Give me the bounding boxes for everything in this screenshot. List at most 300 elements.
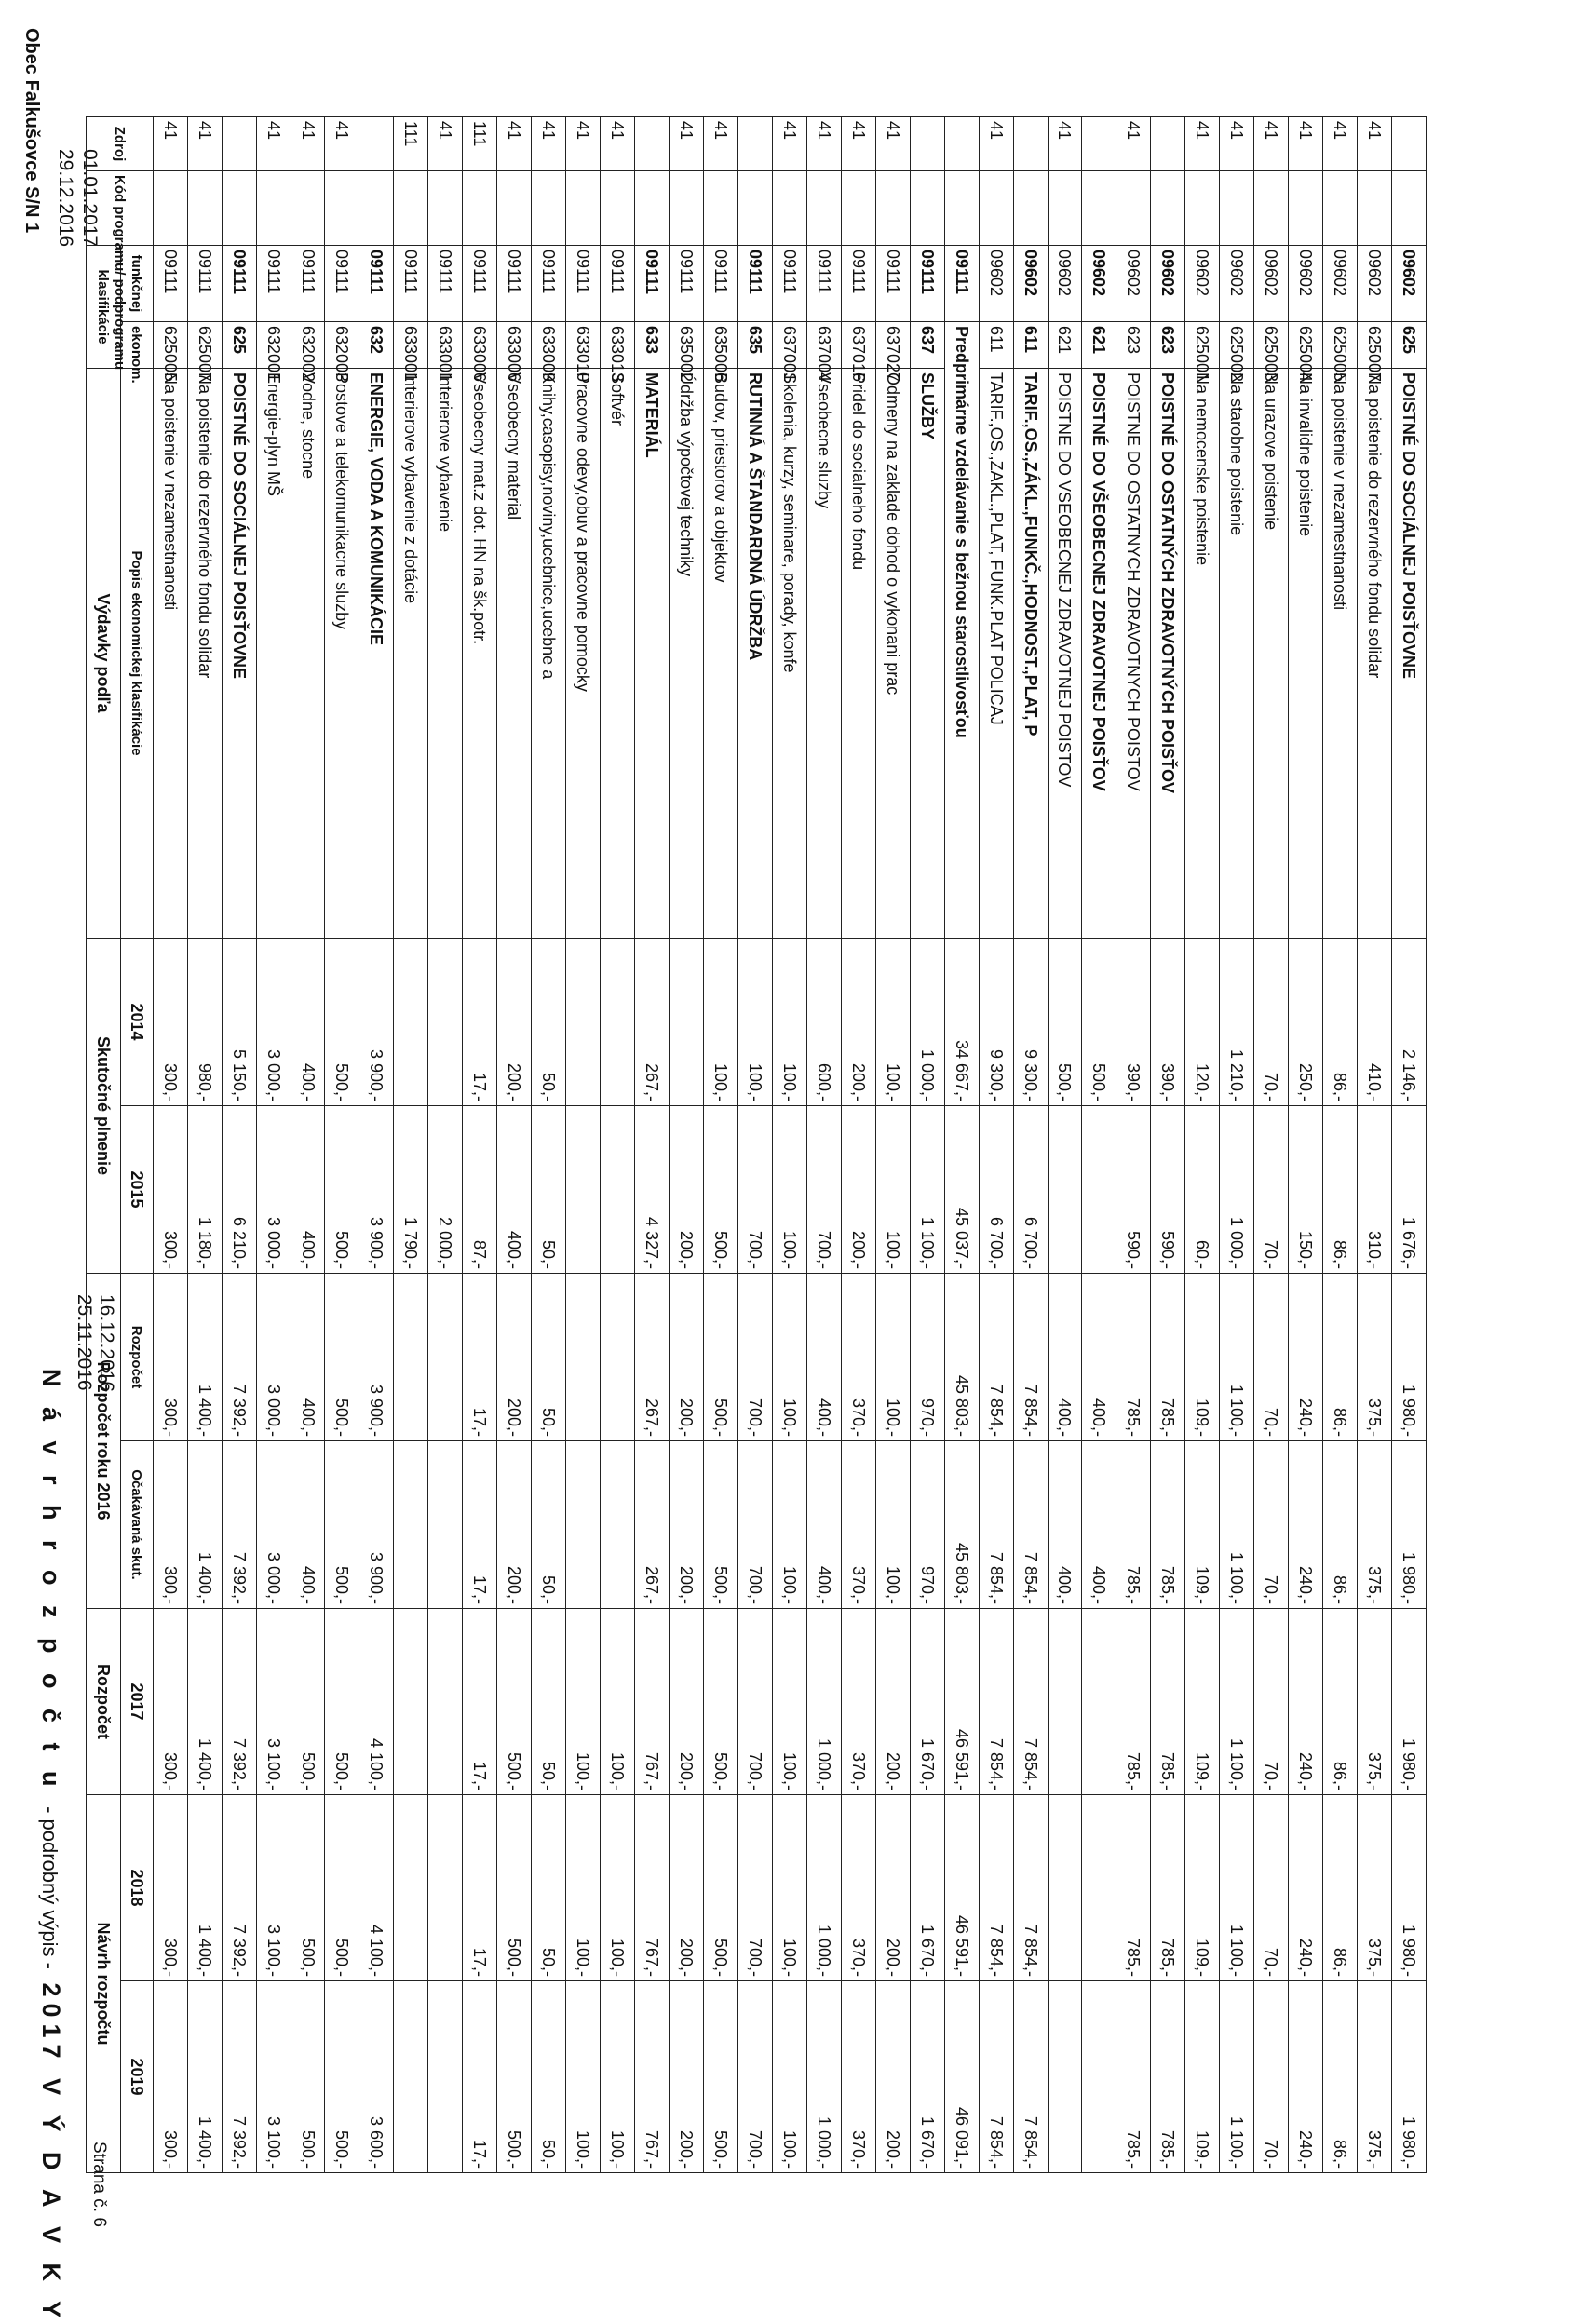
cell-value-4 xyxy=(841,1609,875,1795)
cell-funkcna-text: 09602 xyxy=(1124,250,1143,297)
cell-value-3 xyxy=(1013,1441,1048,1609)
header-zdroj xyxy=(87,117,154,171)
cell-zdroj-text: 41 xyxy=(1365,121,1385,141)
cell-value-1-text: 500,- xyxy=(710,1230,730,1269)
cell-value-5 xyxy=(635,1795,670,1981)
cell-value-5-text: 500,- xyxy=(332,1938,352,1977)
cell-value-6-text: 1 980,- xyxy=(1400,2115,1419,2169)
cell-value-5 xyxy=(532,1795,566,1981)
cell-ekonom xyxy=(566,322,601,383)
cell-kod xyxy=(979,171,1013,246)
cell-zdroj xyxy=(428,117,463,171)
cell-value-4 xyxy=(1358,1609,1392,1795)
table-row xyxy=(187,117,222,2173)
cell-value-0 xyxy=(1323,939,1358,1106)
cell-value-5 xyxy=(153,1795,187,1981)
cell-value-3-text: 45 803,- xyxy=(952,1542,971,1604)
cell-zdroj-text: 41 xyxy=(574,121,593,141)
header-vydavky xyxy=(87,369,121,939)
cell-value-6-text: 500,- xyxy=(710,2129,730,2169)
cell-value-3-text: 3 900,- xyxy=(367,1551,386,1604)
cell-value-3 xyxy=(601,1441,635,1609)
cell-funkcna-text: 09111 xyxy=(608,250,628,294)
cell-value-1 xyxy=(566,1106,601,1274)
cell-funkcna-text: 09602 xyxy=(1296,250,1316,297)
cell-value-0 xyxy=(635,939,670,1106)
cell-value-3-text: 1 100,- xyxy=(1227,1551,1247,1604)
cell-zdroj-text: 41 xyxy=(608,121,628,141)
cell-value-1 xyxy=(187,1106,222,1274)
cell-value-3 xyxy=(635,1441,670,1609)
cell-value-2-text: 200,- xyxy=(676,1398,696,1437)
cell-value-1-text: 6 700,- xyxy=(986,1216,1006,1269)
cell-zdroj xyxy=(1185,117,1220,171)
header-row-2 xyxy=(120,117,151,2173)
header-vydavky-text: Výdavky podľa xyxy=(93,593,113,713)
cell-value-3 xyxy=(875,1441,910,1609)
cell-value-4 xyxy=(187,1609,222,1795)
cell-value-1 xyxy=(291,1106,325,1274)
cell-popis-text: Pridel do socialneho fondu xyxy=(848,372,868,571)
cell-value-2-text: 300,- xyxy=(160,1398,180,1437)
cell-funkcna xyxy=(1358,246,1392,322)
cell-value-1 xyxy=(325,1106,359,1274)
cell-value-3 xyxy=(1289,1441,1323,1609)
cell-popis-text: Knihy,casopisy,noviny,ucebnice,ucebne a xyxy=(539,372,559,680)
cell-popis xyxy=(325,369,359,939)
cell-value-3-text: 109,- xyxy=(1193,1565,1212,1604)
cell-zdroj xyxy=(737,117,772,171)
cell-funkcna xyxy=(601,246,635,322)
cell-zdroj xyxy=(601,117,635,171)
cell-value-5-text: 1 400,- xyxy=(195,1924,214,1977)
cell-value-1 xyxy=(532,1106,566,1274)
cell-value-2 xyxy=(1013,1274,1048,1441)
cell-value-1 xyxy=(359,1106,394,1274)
table-row xyxy=(1048,117,1082,2173)
cell-value-2 xyxy=(979,1274,1013,1441)
cell-zdroj xyxy=(497,117,532,171)
cell-funkcna xyxy=(187,246,222,322)
cell-value-2-text: 267,- xyxy=(643,1398,662,1437)
cell-value-3 xyxy=(703,1441,737,1609)
cell-zdroj-text: 41 xyxy=(539,121,559,141)
cell-value-1-text: 1 100,- xyxy=(917,1216,937,1269)
cell-value-4 xyxy=(806,1609,841,1795)
header-popis xyxy=(120,369,153,939)
cell-value-2-text: 45 803,- xyxy=(952,1374,971,1437)
cell-popis-text: POISTNE DO OSTATNYCH ZDRAVOTNYCH POISTOV xyxy=(1124,372,1143,791)
cell-value-4 xyxy=(737,1609,772,1795)
cell-zdroj-text: 41 xyxy=(1331,121,1350,141)
cell-value-6 xyxy=(153,1981,187,2173)
cell-value-1-text: 300,- xyxy=(160,1230,180,1269)
cell-value-3 xyxy=(910,1441,944,1609)
cell-value-6 xyxy=(359,1981,394,2173)
cell-zdroj xyxy=(772,117,806,171)
cell-popis xyxy=(1392,369,1427,939)
table-row xyxy=(1151,117,1185,2173)
cell-value-6-text: 767,- xyxy=(643,2129,662,2169)
cell-value-6 xyxy=(1392,1981,1427,2173)
cell-value-3 xyxy=(222,1441,256,1609)
cell-value-3 xyxy=(1392,1441,1427,1609)
cell-value-5 xyxy=(737,1795,772,1981)
header-ocakavana xyxy=(120,1441,153,1609)
cell-funkcna xyxy=(1116,246,1151,322)
cell-value-3-text: 700,- xyxy=(745,1565,764,1604)
cell-value-1 xyxy=(1289,1106,1323,1274)
cell-popis xyxy=(1289,369,1323,939)
cell-zdroj-text: 41 xyxy=(779,121,799,141)
cell-kod xyxy=(806,171,841,246)
cell-value-2-text: 7 392,- xyxy=(229,1384,249,1437)
cell-ekonom-text: 625002 xyxy=(1227,326,1247,383)
cell-value-1-text: 500,- xyxy=(332,1230,352,1269)
cell-value-6-text: 500,- xyxy=(505,2129,524,2169)
cell-value-2-text: 400,- xyxy=(1055,1398,1075,1437)
cell-ekonom-text: 637001 xyxy=(779,326,799,383)
cell-value-1-text: 1 676,- xyxy=(1400,1216,1419,1269)
cell-popis xyxy=(291,369,325,939)
cell-ekonom xyxy=(187,322,222,383)
cell-value-4-text: 767,- xyxy=(643,1751,662,1790)
cell-ekonom-text: 625005 xyxy=(160,326,180,383)
cell-value-1-text: 86,- xyxy=(1331,1239,1350,1269)
cell-value-3 xyxy=(1151,1441,1185,1609)
cell-value-2 xyxy=(1323,1274,1358,1441)
cell-value-4 xyxy=(703,1609,737,1795)
cell-value-3 xyxy=(944,1441,979,1609)
cell-value-4 xyxy=(428,1609,463,1795)
cell-value-3-text: 86,- xyxy=(1331,1574,1350,1604)
cell-value-2 xyxy=(428,1274,463,1441)
cell-value-5-text: 46 591,- xyxy=(952,1914,971,1977)
cell-funkcna-text: 09602 xyxy=(1227,250,1247,297)
cell-value-1-text: 6 210,- xyxy=(229,1216,249,1269)
cell-value-1 xyxy=(463,1106,497,1274)
cell-value-5-text: 100,- xyxy=(574,1938,593,1977)
table-row xyxy=(979,117,1013,2173)
cell-value-0 xyxy=(428,939,463,1106)
cell-ekonom xyxy=(291,322,325,383)
cell-value-3 xyxy=(772,1441,806,1609)
cell-value-5 xyxy=(1013,1795,1048,1981)
cell-ekonom-text: 611 xyxy=(986,326,1006,353)
table-row xyxy=(497,117,532,2173)
cell-value-0-text: 70,- xyxy=(1262,1072,1281,1101)
table-row xyxy=(1358,117,1392,2173)
cell-value-1 xyxy=(772,1106,806,1274)
cell-kod xyxy=(187,171,222,246)
cell-value-4-text: 17,- xyxy=(470,1761,490,1790)
cell-value-1-text: 60,- xyxy=(1193,1239,1212,1269)
cell-value-6-text: 100,- xyxy=(779,2129,799,2169)
cell-kod xyxy=(635,171,670,246)
cell-value-5-text: 1 000,- xyxy=(814,1924,833,1977)
cell-value-6 xyxy=(670,1981,704,2173)
cell-value-3-text: 370,- xyxy=(848,1565,868,1604)
cell-value-1-text: 1 790,- xyxy=(401,1216,421,1269)
cell-value-0 xyxy=(325,939,359,1106)
cell-value-5-text: 500,- xyxy=(298,1938,318,1977)
cell-value-1 xyxy=(806,1106,841,1274)
cell-popis xyxy=(256,369,291,939)
cell-value-2-text: 17,- xyxy=(470,1407,490,1437)
cell-zdroj xyxy=(222,117,256,171)
cell-value-3 xyxy=(187,1441,222,1609)
cell-value-2 xyxy=(1185,1274,1220,1441)
cell-value-2-text: 785,- xyxy=(1124,1398,1143,1437)
table-row xyxy=(1116,117,1151,2173)
cell-value-3 xyxy=(806,1441,841,1609)
cell-value-4 xyxy=(532,1609,566,1795)
cell-ekonom-text: 633010 xyxy=(574,326,593,383)
cell-popis xyxy=(670,369,704,939)
cell-value-6 xyxy=(222,1981,256,2173)
cell-kod xyxy=(1013,171,1048,246)
cell-value-0 xyxy=(737,939,772,1106)
cell-value-1-text: 100,- xyxy=(883,1230,902,1269)
cell-zdroj xyxy=(944,117,979,171)
cell-value-6-text: 785,- xyxy=(1124,2129,1143,2169)
cell-value-4-text: 7 854,- xyxy=(1021,1737,1040,1790)
cell-value-0-text: 100,- xyxy=(779,1062,799,1101)
cell-value-3-text: 500,- xyxy=(332,1565,352,1604)
cell-kod xyxy=(532,171,566,246)
cell-value-5 xyxy=(979,1795,1013,1981)
cell-value-4 xyxy=(325,1609,359,1795)
cell-value-6-text: 200,- xyxy=(883,2129,902,2169)
cell-ekonom-text: 625007 xyxy=(1365,326,1385,383)
table-row xyxy=(291,117,325,2173)
cell-value-0-text: 50,- xyxy=(539,1072,559,1101)
cell-value-5 xyxy=(601,1795,635,1981)
cell-value-6-text: 3 600,- xyxy=(367,2115,386,2169)
cell-funkcna xyxy=(463,246,497,322)
cell-kod xyxy=(737,171,772,246)
cell-ekonom xyxy=(1185,322,1220,383)
cell-value-3-text: 267,- xyxy=(643,1565,662,1604)
cell-value-0 xyxy=(256,939,291,1106)
cell-value-0 xyxy=(153,939,187,1106)
table-row xyxy=(737,117,772,2173)
cell-value-5-text: 700,- xyxy=(745,1938,764,1977)
header-2019 xyxy=(120,1981,153,2173)
cell-value-5 xyxy=(944,1795,979,1981)
cell-value-3 xyxy=(1116,1441,1151,1609)
cell-value-4-text: 109,- xyxy=(1193,1751,1212,1790)
cell-value-0-text: 3 000,- xyxy=(264,1048,283,1101)
cell-popis xyxy=(944,322,979,939)
cell-zdroj-text: 111 xyxy=(470,121,490,147)
cell-value-5 xyxy=(1185,1795,1220,1981)
cell-value-0 xyxy=(394,939,428,1106)
cell-value-1-text: 1 180,- xyxy=(195,1216,214,1269)
cell-value-1-text: 4 327,- xyxy=(643,1216,662,1269)
cell-value-5-text: 200,- xyxy=(883,1938,902,1977)
cell-value-2 xyxy=(737,1274,772,1441)
cell-value-3-text: 970,- xyxy=(917,1565,937,1604)
cell-value-0 xyxy=(1151,939,1185,1106)
cell-zdroj xyxy=(1082,117,1116,171)
cell-value-6 xyxy=(1220,1981,1254,2173)
cell-funkcna xyxy=(1151,246,1185,322)
cell-value-5 xyxy=(222,1795,256,1981)
cell-value-4-text: 86,- xyxy=(1331,1761,1350,1790)
cell-value-1-text: 150,- xyxy=(1296,1230,1316,1269)
cell-popis xyxy=(394,369,428,939)
cell-ekonom xyxy=(1358,322,1392,383)
cell-value-6-text: 7 392,- xyxy=(229,2115,249,2169)
cell-zdroj-text: 41 xyxy=(332,121,352,141)
cell-value-5 xyxy=(772,1795,806,1981)
cell-ekonom-text: 635002 xyxy=(676,326,696,383)
header-2017 xyxy=(120,1609,153,1795)
cell-funkcna-text: 09111 xyxy=(779,250,799,294)
cell-value-4 xyxy=(1254,1609,1289,1795)
cell-ekonom-text: 632003 xyxy=(332,326,352,383)
cell-value-1-text: 700,- xyxy=(745,1230,764,1269)
cell-value-6-text: 500,- xyxy=(332,2129,352,2169)
cell-value-6 xyxy=(187,1981,222,2173)
cell-value-5 xyxy=(703,1795,737,1981)
cell-value-1 xyxy=(841,1106,875,1274)
header-2017-text: 2017 xyxy=(127,1682,146,1721)
cell-value-5-text: 200,- xyxy=(676,1938,696,1977)
table-row xyxy=(463,117,497,2173)
cell-zdroj xyxy=(359,117,394,171)
cell-value-2 xyxy=(1116,1274,1151,1441)
cell-value-3-text: 50,- xyxy=(539,1574,559,1604)
cell-zdroj xyxy=(841,117,875,171)
cell-value-3-text: 100,- xyxy=(779,1565,799,1604)
cell-value-2 xyxy=(772,1274,806,1441)
cell-funkcna xyxy=(670,246,704,322)
header-rozpocet-2017-text: Rozpočet xyxy=(93,1664,113,1739)
cell-value-0 xyxy=(910,939,944,1106)
cell-value-4-text: 240,- xyxy=(1296,1751,1316,1790)
cell-funkcna-text: 09111 xyxy=(745,250,764,295)
cell-kod xyxy=(394,171,428,246)
cell-value-6-text: 46 091,- xyxy=(952,2106,971,2169)
cell-value-2-text: 109,- xyxy=(1193,1398,1212,1437)
cell-value-0 xyxy=(291,939,325,1106)
cell-value-6 xyxy=(256,1981,291,2173)
cell-funkcna xyxy=(153,246,187,322)
cell-value-5 xyxy=(910,1795,944,1981)
cell-value-6-text: 3 100,- xyxy=(264,2115,283,2169)
title-sub: - podrobný výpis - xyxy=(38,1806,61,1969)
cell-zdroj xyxy=(325,117,359,171)
cell-value-6-text: 500,- xyxy=(298,2129,318,2169)
cell-zdroj-text: 41 xyxy=(848,121,868,141)
cell-value-3 xyxy=(153,1441,187,1609)
cell-zdroj xyxy=(1048,117,1082,171)
cell-kod xyxy=(222,171,256,246)
cell-value-0-text: 200,- xyxy=(505,1062,524,1101)
document-title xyxy=(36,1369,65,2324)
cell-value-1 xyxy=(1220,1106,1254,1274)
cell-kod xyxy=(428,171,463,246)
table-row xyxy=(875,117,910,2173)
cell-value-0-text: 500,- xyxy=(1055,1062,1075,1101)
cell-value-3 xyxy=(1185,1441,1220,1609)
cell-value-0-text: 100,- xyxy=(883,1062,902,1101)
cell-zdroj-text: 41 xyxy=(1124,121,1143,141)
header-rozpocet-text: Rozpočet xyxy=(129,1325,145,1389)
cell-zdroj-text: 41 xyxy=(1193,121,1212,141)
cell-funkcna xyxy=(635,246,670,322)
cell-value-3-text: 100,- xyxy=(883,1565,902,1604)
cell-value-2 xyxy=(841,1274,875,1441)
table-row xyxy=(1392,117,1427,2173)
cell-zdroj xyxy=(1323,117,1358,171)
cell-ekonom-text: 625004 xyxy=(1296,326,1316,383)
cell-value-3-text: 200,- xyxy=(505,1565,524,1604)
cell-value-4 xyxy=(291,1609,325,1795)
cell-kod xyxy=(670,171,704,246)
cell-value-1-text: 400,- xyxy=(505,1230,524,1269)
cell-value-2 xyxy=(463,1274,497,1441)
header-2018-text: 2018 xyxy=(127,1869,146,1907)
cell-value-5 xyxy=(841,1795,875,1981)
cell-value-6 xyxy=(1013,1981,1048,2173)
cell-popis xyxy=(566,369,601,939)
cell-zdroj xyxy=(256,117,291,171)
cell-value-4 xyxy=(1323,1609,1358,1795)
cell-value-1-text: 1 000,- xyxy=(1227,1216,1247,1269)
cell-zdroj-text: 111 xyxy=(401,121,421,147)
table-row xyxy=(910,117,944,2173)
cell-ekonom-text: 625005 xyxy=(1331,326,1350,383)
cell-popis-text: Interierove vybavenie z dotácie xyxy=(401,372,421,604)
cell-value-4-text: 100,- xyxy=(779,1751,799,1790)
cell-popis-text: Na invalidne poistenie xyxy=(1296,372,1316,537)
cell-funkcna-text: 09602 xyxy=(1365,250,1385,297)
cell-ekonom-text: 623 xyxy=(1158,326,1178,355)
cell-ekonom xyxy=(532,322,566,383)
cell-value-4 xyxy=(1220,1609,1254,1795)
cell-zdroj-text: 41 xyxy=(1227,121,1247,141)
cell-value-0-text: 9 300,- xyxy=(986,1048,1006,1101)
cell-zdroj xyxy=(153,117,187,171)
cell-value-1-text: 590,- xyxy=(1124,1230,1143,1269)
cell-value-3-text: 7 854,- xyxy=(1021,1551,1040,1604)
cell-value-3-text: 1 400,- xyxy=(195,1551,214,1604)
cell-value-4-text: 370,- xyxy=(848,1751,868,1790)
cell-value-4 xyxy=(1392,1609,1427,1795)
cell-popis-text: Vodne, stocne xyxy=(298,372,318,480)
table-row xyxy=(1220,117,1254,2173)
cell-kod xyxy=(772,171,806,246)
cell-value-2 xyxy=(394,1274,428,1441)
cell-value-4 xyxy=(979,1609,1013,1795)
cell-value-0 xyxy=(1048,939,1082,1106)
cell-kod xyxy=(1220,171,1254,246)
cell-ekonom xyxy=(256,322,291,383)
cell-value-3 xyxy=(428,1441,463,1609)
cell-ekonom xyxy=(1323,322,1358,383)
cell-funkcna-text: 09111 xyxy=(676,250,696,294)
cell-value-4-text: 1 670,- xyxy=(917,1737,937,1790)
cell-value-5-text: 375,- xyxy=(1365,1938,1385,1977)
cell-value-5-text: 109,- xyxy=(1193,1938,1212,1977)
cell-value-4 xyxy=(566,1609,601,1795)
cell-value-6 xyxy=(532,1981,566,2173)
cell-popis xyxy=(635,369,670,939)
cell-kod xyxy=(910,171,944,246)
